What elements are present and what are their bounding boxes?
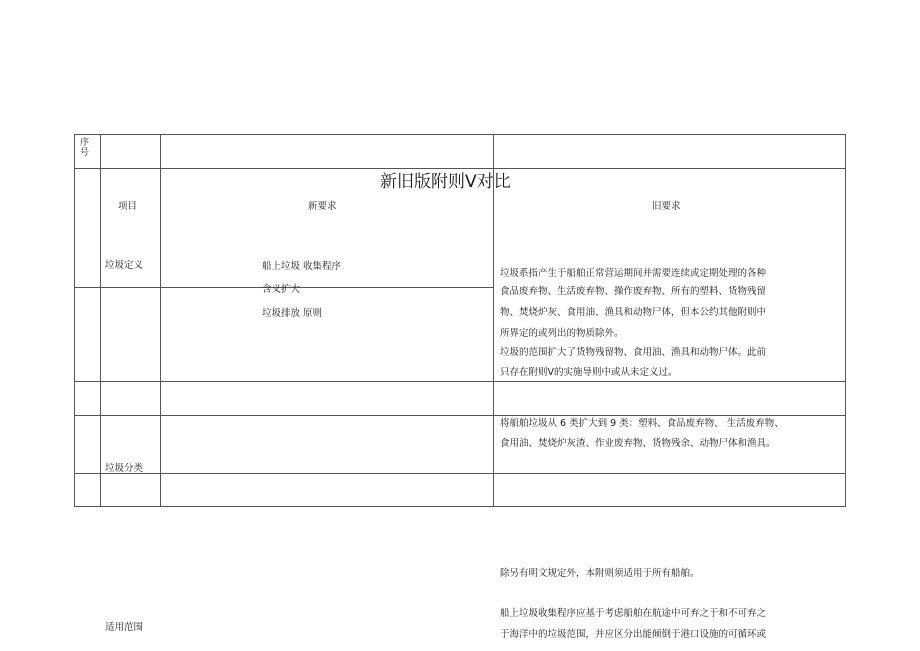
table-rule-5 bbox=[74, 473, 846, 474]
old-requirement-line: 船上垃圾收集程序应基于考虑船舶在航途中可弃之于和不可弃之 bbox=[500, 608, 767, 619]
table-title: 新旧版附则Ⅴ对比 bbox=[380, 172, 511, 192]
table-border-left bbox=[74, 134, 75, 507]
old-requirement-line: 垃圾系指产生于船舶正常营运期间并需要连续或定期处理的各种 bbox=[500, 268, 767, 279]
table-rule-4 bbox=[74, 415, 846, 416]
table-rule-3 bbox=[74, 381, 846, 382]
header-old-requirement: 旧要求 bbox=[652, 201, 681, 212]
old-requirement-line: 于海洋中的垃圾范围，并应区分出能倾倒于港口设施的可循环或 bbox=[500, 629, 767, 640]
column-divider-2 bbox=[160, 134, 161, 507]
old-requirement-line: 食用油、焚烧炉灰渣、作业废弃物、货物残余、动物尸体和渔具。 bbox=[500, 438, 776, 449]
old-requirement-line: 物、焚烧炉灰、食用油、渔具和动物尸体，但本公约其他附则中 bbox=[500, 307, 767, 318]
old-requirement-line: 将船舶垃圾从 6 类扩大到 9 类：塑料、食品废弃物、 生活废弃物、 bbox=[500, 418, 784, 429]
row-item-application-scope: 适用范围 bbox=[105, 622, 144, 633]
column-divider-1 bbox=[100, 134, 101, 507]
new-requirement-line: 含义扩大 bbox=[262, 284, 301, 295]
header-new-requirement: 新要求 bbox=[308, 201, 337, 212]
row-item-garbage-classification: 垃圾分类 bbox=[105, 463, 144, 474]
header-serial-text: 序 号 bbox=[80, 138, 90, 158]
table-border-right bbox=[845, 134, 846, 507]
table-border-bottom bbox=[74, 506, 846, 507]
new-requirement-line: 船上垃圾 收集程序 bbox=[262, 261, 342, 272]
new-requirement-line: 垃圾排放 原则 bbox=[262, 308, 323, 319]
old-requirement-line: 垃圾的范围扩大了货物残留物、食用油、渔具和动物尸体。此前 bbox=[500, 347, 767, 358]
old-requirement-line: 所界定的或列出的物质除外。 bbox=[500, 328, 624, 339]
old-requirement-line: 除另有明文规定外，本附则须适用于所有船舶。 bbox=[500, 568, 700, 579]
row-item-garbage-definition: 垃圾定义 bbox=[105, 260, 144, 271]
old-requirement-line: 只存在附则Ⅴ的实施导则中或从未定义过。 bbox=[500, 367, 678, 378]
header-serial bbox=[80, 138, 90, 158]
header-item: 项目 bbox=[118, 201, 138, 212]
table-border-top bbox=[74, 134, 846, 135]
old-requirement-line: 食品废弃物、生活废弃物、操作废弃物、所有的塑料、货物残留 bbox=[500, 286, 767, 297]
table-rule-1 bbox=[74, 168, 846, 169]
